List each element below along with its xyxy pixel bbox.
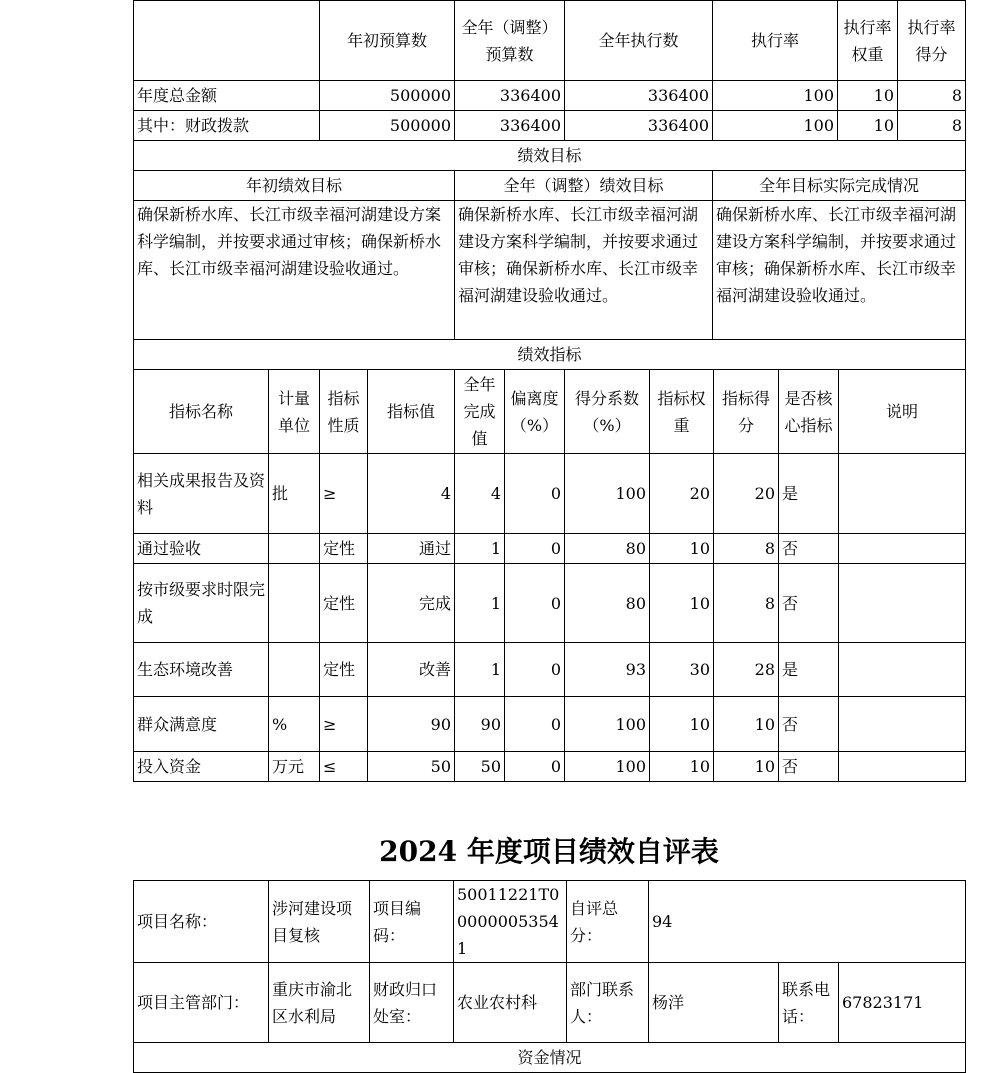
budget-row-executed: 336400: [565, 111, 713, 141]
indicator-score: 10: [714, 752, 779, 782]
indicator-score: 10: [714, 697, 779, 752]
indicator-note: [839, 564, 966, 643]
budget-header-rate: 执行率: [713, 1, 838, 81]
dept-label: 项目主管部门：: [134, 963, 269, 1043]
table-row: [134, 534, 966, 564]
dept-value: 重庆市渝北区水利局: [269, 963, 370, 1043]
indicator-coef: 100: [565, 454, 650, 534]
indicator-coef: 100: [565, 752, 650, 782]
phone-label: 联系电话：: [779, 963, 839, 1043]
indicator-dev: 0: [505, 564, 565, 643]
indicator-coef: 80: [565, 534, 650, 564]
indicator-name: 群众满意度: [134, 697, 269, 752]
indicator-header-weight: 指标权重: [650, 370, 714, 454]
indicator-core: 是: [779, 454, 839, 534]
project-code-value: 50011221T000000053541: [454, 881, 567, 963]
indicator-note: [839, 752, 966, 782]
indicator-weight: 20: [650, 454, 714, 534]
indicator-note: [839, 643, 966, 697]
indicator-value: 完成: [368, 564, 455, 643]
indicator-value: 4: [368, 454, 455, 534]
budget-header-weight: 执行率权重: [838, 1, 898, 81]
indicator-unit: 批: [269, 454, 320, 534]
indicator-header-unit: 计量单位: [269, 370, 320, 454]
goals-header-actual: 全年目标实际完成情况: [713, 171, 966, 201]
self-score-value: 94: [649, 881, 966, 963]
indicator-header-done: 全年完成值: [455, 370, 505, 454]
project-name-label: 项目名称：: [134, 881, 269, 963]
indicator-dev: 0: [505, 534, 565, 564]
indicators-table: [133, 369, 966, 782]
indicator-name: 通过验收: [134, 534, 269, 564]
budget-row-label: 其中：财政拨款: [134, 111, 320, 141]
indicator-nature: ≥: [320, 454, 368, 534]
page-title: 2024 年度项目绩效自评表: [379, 835, 719, 868]
goals-adjusted-text: 确保新桥水库、长江市级幸福河湖建设方案科学编制，并按要求通过审核；确保新桥水库、长江市级幸福河湖建设验收通过。: [455, 201, 713, 340]
budget-row-score: 8: [898, 81, 966, 111]
indicator-header-value: 指标值: [368, 370, 455, 454]
table-row: [134, 564, 966, 643]
indicator-core: 否: [779, 752, 839, 782]
indicator-done: 4: [455, 454, 505, 534]
indicator-score: 28: [714, 643, 779, 697]
indicator-header-name: 指标名称: [134, 370, 269, 454]
budget-goals-table: [133, 0, 966, 370]
indicator-weight: 10: [650, 697, 714, 752]
indicator-weight: 10: [650, 534, 714, 564]
indicator-header-score: 指标得分: [714, 370, 779, 454]
phone-value: 67823171: [839, 963, 966, 1043]
indicator-note: [839, 534, 966, 564]
table-row: [134, 697, 966, 752]
indicator-done: 1: [455, 534, 505, 564]
indicator-value: 90: [368, 697, 455, 752]
indicator-unit: [269, 534, 320, 564]
indicator-name: 按市级要求时限完成: [134, 564, 269, 643]
indicator-score: 8: [714, 564, 779, 643]
indicator-done: 50: [455, 752, 505, 782]
indicator-done: 1: [455, 643, 505, 697]
indicator-core: 否: [779, 564, 839, 643]
budget-header-adjusted: 全年（调整）预算数: [455, 1, 565, 81]
indicator-weight: 10: [650, 564, 714, 643]
budget-header-executed: 全年执行数: [565, 1, 713, 81]
goals-initial-text: 确保新桥水库、长江市级幸福河湖建设方案科学编制，并按要求通过审核；确保新桥水库、长江市级幸福河湖建设验收通过。: [134, 201, 455, 340]
indicator-name: 生态环境改善: [134, 643, 269, 697]
contact-label: 部门联系人：: [567, 963, 649, 1043]
indicator-score: 8: [714, 534, 779, 564]
finance-office-label: 财政归口处室：: [370, 963, 454, 1043]
indicator-dev: 0: [505, 643, 565, 697]
budget-header-score: 执行率得分: [898, 1, 966, 81]
indicator-coef: 100: [565, 697, 650, 752]
goals-header-initial: 年初绩效目标: [134, 171, 455, 201]
budget-row-adjusted: 336400: [455, 111, 565, 141]
budget-row-weight: 10: [838, 81, 898, 111]
indicator-dev: 0: [505, 752, 565, 782]
indicator-note: [839, 697, 966, 752]
budget-row-rate: 100: [713, 111, 838, 141]
indicator-value: 通过: [368, 534, 455, 564]
indicator-nature: 定性: [320, 564, 368, 643]
indicator-header-core: 是否核心指标: [779, 370, 839, 454]
budget-row-adjusted: 336400: [455, 81, 565, 111]
table-row: [134, 454, 966, 534]
indicator-dev: 0: [505, 697, 565, 752]
indicator-value: 50: [368, 752, 455, 782]
goals-actual-text: 确保新桥水库、长江市级幸福河湖建设方案科学编制，并按要求通过审核；确保新桥水库、长江市级幸福河湖建设验收通过。: [713, 201, 966, 340]
indicator-dev: 0: [505, 454, 565, 534]
indicator-unit: [269, 564, 320, 643]
indicator-core: 否: [779, 697, 839, 752]
budget-row-executed: 336400: [565, 81, 713, 111]
project-info-table: [133, 880, 966, 1073]
indicator-coef: 93: [565, 643, 650, 697]
indicator-unit: %: [269, 697, 320, 752]
indicator-value: 改善: [368, 643, 455, 697]
table-row: [134, 643, 966, 697]
indicator-done: 90: [455, 697, 505, 752]
finance-office-value: 农业农村科: [454, 963, 567, 1043]
contact-value: 杨洋: [649, 963, 779, 1043]
funds-section-title: 资金情况: [134, 1043, 966, 1073]
indicator-name: 投入资金: [134, 752, 269, 782]
budget-header-blank: [134, 1, 320, 81]
budget-row-score: 8: [898, 111, 966, 141]
budget-row-label: 年度总金额: [134, 81, 320, 111]
indicator-core: 是: [779, 643, 839, 697]
goals-section-title: 绩效目标: [134, 141, 966, 171]
table-row: [134, 752, 966, 782]
indicator-weight: 10: [650, 752, 714, 782]
project-code-label: 项目编码：: [370, 881, 454, 963]
indicator-coef: 80: [565, 564, 650, 643]
indicator-name: 相关成果报告及资料: [134, 454, 269, 534]
indicator-nature: ≥: [320, 697, 368, 752]
indicator-unit: [269, 643, 320, 697]
indicator-nature: 定性: [320, 534, 368, 564]
indicator-note: [839, 454, 966, 534]
project-name-value: 涉河建设项目复核: [269, 881, 370, 963]
budget-row-initial: 500000: [320, 81, 455, 111]
indicator-weight: 30: [650, 643, 714, 697]
indicator-header-nature: 指标性质: [320, 370, 368, 454]
indicator-header-note: 说明: [839, 370, 966, 454]
budget-header-initial: 年初预算数: [320, 1, 455, 81]
indicator-header-dev: 偏离度（%）: [505, 370, 565, 454]
indicator-header-coef: 得分系数（%）: [565, 370, 650, 454]
budget-row-initial: 500000: [320, 111, 455, 141]
indicator-unit: 万元: [269, 752, 320, 782]
goals-header-adjusted: 全年（调整）绩效目标: [455, 171, 713, 201]
indicator-core: 否: [779, 534, 839, 564]
budget-row-weight: 10: [838, 111, 898, 141]
indicator-score: 20: [714, 454, 779, 534]
indicator-nature: 定性: [320, 643, 368, 697]
self-score-label: 自评总分：: [567, 881, 649, 963]
budget-row-rate: 100: [713, 81, 838, 111]
indicator-nature: ≤: [320, 752, 368, 782]
indicators-section-title: 绩效指标: [134, 340, 966, 370]
indicator-done: 1: [455, 564, 505, 643]
